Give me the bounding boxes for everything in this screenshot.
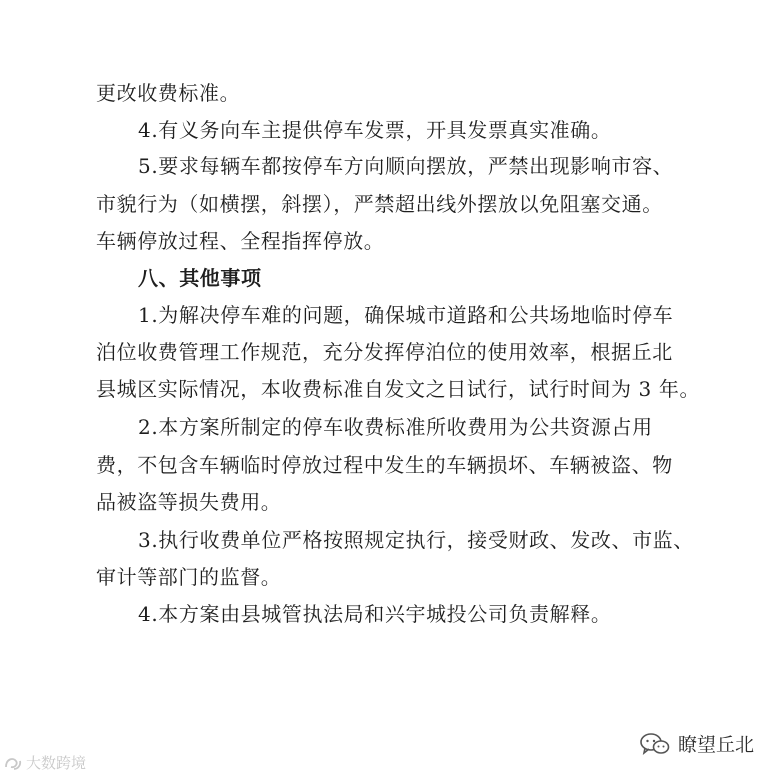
watermark-logo-icon	[4, 755, 22, 771]
text-line: 4.有义务向车主提供停车发票，开具发票真实准确。	[138, 118, 612, 142]
text-line: 4.本方案由县城管执法局和兴宇城投公司负责解释。	[138, 602, 612, 626]
text-line: 审计等部门的监督。	[96, 565, 282, 589]
watermark-text: 大数跨境	[26, 754, 87, 772]
text-line: 市貌行为（如横摆，斜摆），严禁超出线外摆放以免阻塞交通。	[96, 192, 663, 216]
text-line: 费，不包含车辆临时停放过程中发生的车辆损坏、车辆被盗、物	[96, 453, 673, 477]
wechat-icon	[640, 733, 670, 755]
text-line: 3.执行收费单位严格按照规定执行，接受财政、发改、市监、	[138, 528, 694, 552]
text-line: 2.本方案所制定的停车收费标准所收费用为公共资源占用	[138, 415, 653, 439]
watermark	[4, 752, 86, 773]
text-line: 品被盗等损失费用。	[96, 490, 282, 514]
text-line: 1.为解决停车难的问题，确保城市道路和公共场地临时停车	[138, 303, 674, 327]
section-heading: 八、其他事项	[138, 266, 262, 290]
account-name: 瞭望丘北	[677, 734, 754, 756]
text-line: 泊位收费管理工作规范，充分发挥停泊位的使用效率，根据丘北	[96, 340, 673, 364]
text-line: 县城区实际情况，本收费标准自发文之日试行，试行时间为 3 年。	[96, 377, 701, 401]
text-line: 车辆停放过程、全程指挥停放。	[96, 229, 385, 253]
text-line: 更改收费标准。	[96, 81, 241, 105]
account-brand	[640, 730, 754, 757]
text-line: 5.要求每辆车都按停车方向顺向摆放，严禁出现影响市容、	[138, 154, 674, 178]
